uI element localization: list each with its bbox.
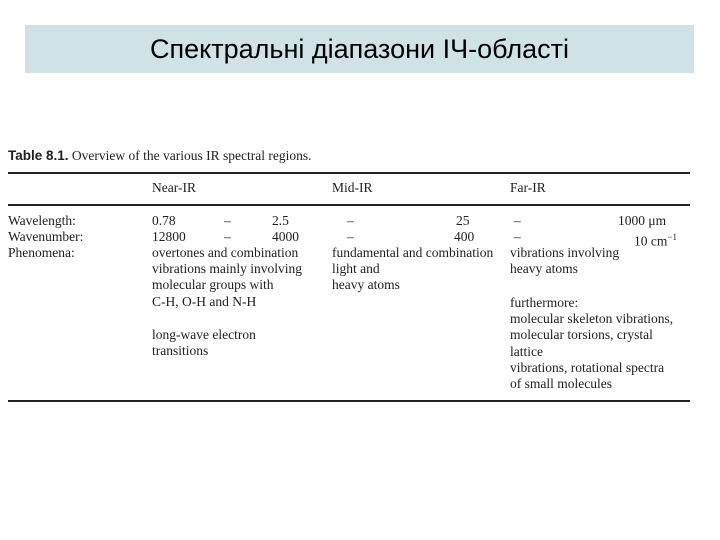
phenomena-far-block-2	[510, 295, 673, 392]
phenomena-line: overtones and combination	[152, 245, 299, 260]
header-rule	[8, 204, 690, 206]
phenomena-line: lattice	[510, 343, 543, 359]
bottom-rule	[8, 400, 690, 402]
phenomena-near-block-2	[152, 327, 256, 359]
phenomena-line: heavy atoms	[510, 261, 578, 277]
wavenumber-near-to: 4000	[272, 229, 299, 244]
phenomena-line: vibrations involving	[510, 245, 620, 260]
wavenumber-mid-to: 400	[454, 229, 475, 244]
phenomena-near-block-1	[152, 245, 302, 310]
title-bar	[25, 25, 694, 73]
wavelength-near-dash: –	[224, 213, 231, 228]
phenomena-far-block-1	[510, 245, 619, 277]
phenomena-line: fundamental and combination	[332, 245, 494, 260]
wavelength-near-to: 2.5	[272, 213, 289, 228]
phenomena-line: furthermore:	[510, 295, 579, 310]
phenomena-line: C-H, O-H and N-H	[152, 293, 257, 309]
wavelength-label: Wavelength:	[8, 213, 76, 228]
wavelength-near-from: 0.78	[152, 213, 176, 228]
phenomena-line: molecular torsions, crystal	[510, 327, 653, 343]
caption-label: Table 8.1.	[8, 148, 69, 163]
wavelength-far-to: 1000 μm	[618, 213, 667, 228]
wavenumber-near-from: 12800	[152, 229, 186, 244]
table-caption	[8, 148, 311, 164]
header-mid-ir: Mid-IR	[332, 180, 373, 195]
wavenumber-near-dash: –	[224, 229, 231, 244]
inverse-exponent: −1	[667, 232, 677, 242]
wavelength-mid-dash: –	[347, 213, 354, 228]
slide-title: Спектральні діапазони ІЧ-області	[150, 33, 569, 64]
wavenumber-label: Wavenumber:	[8, 229, 84, 244]
phenomena-line: molecular groups with	[152, 277, 274, 293]
phenomena-label: Phenomena:	[8, 245, 75, 260]
wavenumber-far-to	[634, 229, 677, 250]
wavelength-mid-to: 25	[456, 213, 470, 228]
wavelength-far-dash: –	[514, 213, 521, 228]
phenomena-line: molecular skeleton vibrations,	[510, 311, 674, 327]
phenomena-mid-block-1	[332, 245, 493, 294]
phenomena-line: of small molecules	[510, 376, 612, 392]
phenomena-line: long-wave electron	[152, 327, 256, 342]
wavenumber-far-dash: –	[514, 229, 521, 244]
top-rule	[8, 172, 690, 174]
phenomena-line: transitions	[152, 343, 209, 359]
wavenumber-far-to-value: 10 cm	[634, 233, 668, 249]
phenomena-line: vibrations mainly involving	[152, 261, 302, 277]
header-near-ir: Near-IR	[152, 180, 196, 195]
phenomena-line: light and	[332, 261, 380, 277]
phenomena-line: vibrations, rotational spectra	[510, 359, 665, 375]
caption-text: Overview of the various IR spectral regions.	[71, 148, 312, 163]
phenomena-line: heavy atoms	[332, 277, 400, 293]
header-far-ir: Far-IR	[510, 180, 546, 195]
wavenumber-mid-dash: –	[347, 229, 354, 244]
